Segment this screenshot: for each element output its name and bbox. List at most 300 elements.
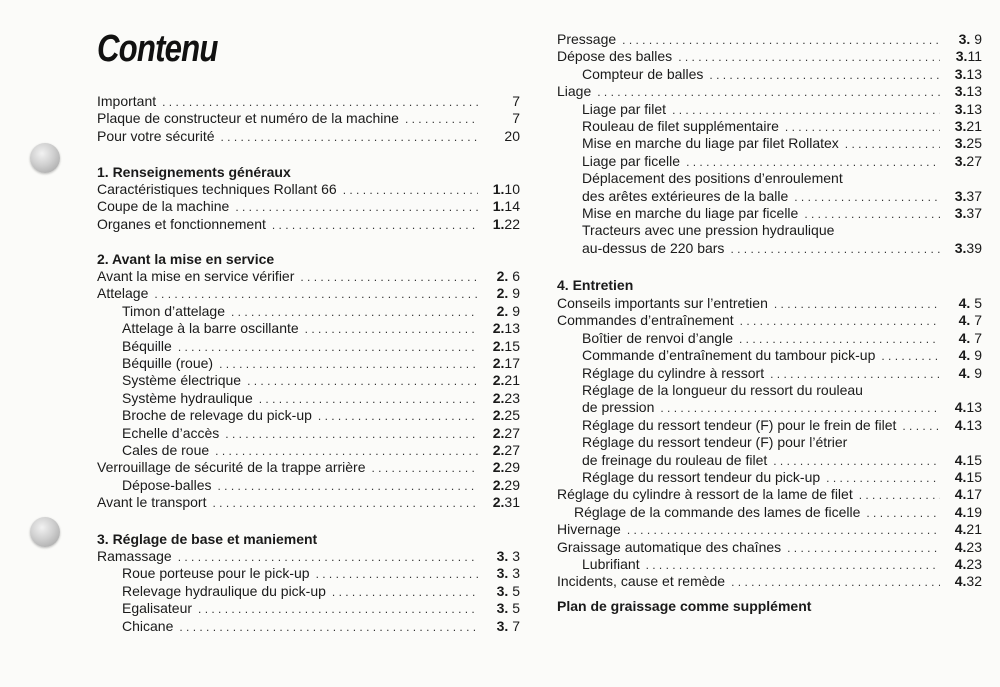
leader-dots — [332, 583, 478, 601]
page-number: 13 — [966, 65, 982, 82]
toc-entry-label: Incidents, cause et remède — [557, 573, 726, 590]
chapter-number: 4. — [954, 556, 967, 572]
toc-entry-page — [946, 30, 982, 48]
toc-entry[interactable] — [557, 239, 982, 257]
page-number: 7 — [512, 93, 520, 109]
toc-entry[interactable] — [557, 100, 982, 118]
toc-entry[interactable] — [97, 617, 520, 635]
toc-entry-page — [484, 354, 520, 372]
toc-entry-label: Mise en marche du liage par ficelle — [582, 205, 799, 221]
leader-dots — [343, 181, 478, 199]
toc-entry-page — [484, 424, 520, 442]
page-number: 13 — [966, 416, 982, 433]
toc-entry[interactable] — [97, 127, 520, 145]
chapter-number: 3. — [954, 83, 967, 100]
toc-entry-label: Lubrifiant — [582, 556, 640, 572]
page-number: 29 — [504, 459, 520, 476]
toc-entry-page — [484, 617, 520, 635]
chapter-number: 2. — [492, 320, 505, 337]
page-title: Contenu — [97, 28, 218, 70]
page-number: 23 — [966, 538, 982, 555]
binder-hole-top — [30, 143, 60, 173]
toc-entry[interactable] — [97, 319, 520, 337]
leader-dots — [646, 556, 940, 574]
leader-dots — [212, 494, 478, 512]
leader-dots — [672, 101, 940, 119]
toc-entry[interactable] — [97, 109, 520, 127]
toc-entry-label: Plaque de constructeur et numéro de la machine — [97, 110, 399, 127]
page-number: 22 — [504, 215, 520, 232]
toc-entry-page — [484, 406, 520, 424]
toc-entry[interactable] — [97, 371, 520, 389]
page-number: 25 — [504, 407, 520, 424]
leader-dots — [731, 573, 940, 591]
page-number: 6 — [508, 268, 520, 284]
page-number: 14 — [504, 198, 520, 215]
leader-dots — [627, 521, 940, 539]
toc-entry[interactable] — [557, 538, 982, 556]
toc-entry[interactable] — [557, 503, 982, 521]
leader-dots — [179, 618, 478, 636]
toc-entry-label: Avant le transport — [97, 494, 207, 511]
toc-entry[interactable] — [97, 215, 520, 233]
page-number: 21 — [966, 118, 982, 134]
page-number: 9 — [508, 285, 520, 302]
toc-entry[interactable] — [557, 364, 982, 382]
toc-entry[interactable] — [97, 493, 520, 511]
page-number: 23 — [504, 389, 520, 406]
toc-entry-label: Rouleau de filet supplémentaire — [582, 118, 779, 134]
leader-dots — [678, 48, 940, 66]
chapter-number: 1. — [492, 198, 505, 215]
toc-entry[interactable] — [97, 582, 520, 600]
toc-entry-label: Important — [97, 93, 157, 109]
leader-dots — [305, 320, 478, 338]
chapter-number: 3. — [955, 48, 968, 65]
toc-entry[interactable] — [557, 572, 982, 590]
toc-entry-label: Réglage de la longueur du ressort du rouleau — [582, 382, 863, 398]
leader-dots — [902, 417, 940, 435]
toc-entry-label: Pressage — [557, 31, 617, 47]
page-number: 13 — [966, 399, 982, 416]
toc-entry-label: Organes et fonctionnement — [97, 215, 266, 232]
toc-entry-label: Attelage — [97, 285, 149, 302]
toc-entry-page — [946, 204, 982, 222]
toc-entry-page — [484, 371, 520, 389]
toc-entry-page — [946, 468, 982, 486]
chapter-number: 4. — [958, 347, 971, 364]
toc-entry-page — [484, 92, 520, 110]
toc-entry-label: Egalisateur — [122, 600, 193, 617]
toc-entry-page — [484, 389, 520, 407]
page-number: 39 — [966, 239, 982, 256]
chapter-number: 4. — [954, 503, 967, 520]
leader-dots — [826, 469, 940, 487]
page-number: 11 — [967, 48, 982, 65]
section-heading: 4. Entretien — [557, 277, 634, 293]
toc-entry[interactable] — [557, 451, 982, 469]
supplement-heading: Plan de graissage comme supplément — [557, 598, 812, 614]
chapter-number: 3. — [496, 548, 509, 564]
page-number: 37 — [966, 205, 982, 221]
leader-dots — [730, 240, 940, 258]
leader-dots — [272, 216, 478, 234]
page-number: 29 — [504, 476, 520, 493]
chapter-number: 4. — [958, 364, 971, 381]
toc-entry-label: Commandes d’entraînement — [557, 312, 734, 329]
page-number: 9 — [970, 347, 982, 364]
chapter-number: 3. — [954, 187, 967, 204]
toc-entry[interactable] — [97, 458, 520, 476]
chapter-number: 2. — [492, 389, 505, 406]
toc-entry[interactable] — [557, 416, 982, 434]
leader-dots — [686, 153, 940, 171]
toc-entry-page — [946, 555, 982, 573]
toc-entry-page — [484, 267, 520, 285]
leader-dots — [154, 285, 478, 303]
page-number: 27 — [504, 442, 520, 458]
toc-entry[interactable] — [557, 346, 982, 364]
leader-dots — [178, 548, 478, 566]
toc-entry-label: de pression — [582, 399, 655, 416]
page-number: 17 — [966, 486, 982, 503]
chapter-number: 3. — [954, 205, 967, 221]
chapter-number: 4. — [954, 573, 967, 590]
toc-entry-page — [484, 337, 520, 355]
toc-entry-page — [946, 346, 982, 364]
toc-entry-label: Béquille — [122, 337, 172, 354]
section-heading: 1. Renseignements généraux — [97, 164, 291, 180]
toc-entry-label: Déplacement des positions d’enroulement — [582, 170, 843, 187]
toc-entry[interactable] — [97, 284, 520, 302]
toc-entry[interactable] — [97, 92, 520, 110]
leader-dots — [221, 128, 479, 146]
chapter-number: 2. — [496, 268, 509, 284]
toc-entry[interactable] — [97, 599, 520, 617]
page-number: 7 — [970, 312, 982, 329]
toc-entry[interactable] — [97, 337, 520, 355]
toc-entry-page — [946, 65, 982, 83]
toc-entry-page — [484, 547, 520, 565]
toc-entry[interactable] — [97, 354, 520, 372]
page-number: 3 — [508, 548, 520, 564]
toc-entry-page — [946, 416, 982, 434]
chapter-number: 2. — [496, 285, 509, 302]
toc-entry[interactable] — [557, 65, 982, 83]
chapter-number: 4. — [954, 521, 967, 538]
toc-entry-page — [946, 329, 982, 347]
leader-dots — [787, 539, 940, 557]
toc-entry-page — [946, 572, 982, 590]
toc-entry-label: Timon d’attelage — [122, 302, 225, 319]
toc-entry[interactable] — [557, 117, 982, 135]
page-number: 27 — [504, 424, 520, 441]
chapter-number: 3. — [496, 565, 509, 582]
leader-dots — [247, 372, 478, 390]
page-number: 37 — [966, 187, 982, 204]
chapter-number: 2. — [492, 494, 505, 511]
leader-dots — [405, 110, 478, 128]
page-number: 7 — [508, 617, 520, 634]
toc-entry[interactable] — [97, 197, 520, 215]
chapter-number: 2. — [496, 302, 509, 319]
toc-left-column — [97, 0, 520, 687]
toc-entry-page — [484, 197, 520, 215]
leader-dots — [773, 452, 940, 470]
chapter-number: 2. — [492, 459, 505, 476]
toc-entry-page — [946, 47, 982, 65]
page-number: 9 — [970, 364, 982, 381]
toc-entry-label: Tracteurs avec une pression hydraulique — [582, 222, 835, 239]
toc-entry-label: au-dessus de 220 bars — [582, 239, 725, 256]
chapter-number: 3. — [954, 239, 967, 256]
page-number: 25 — [966, 135, 982, 152]
leader-dots — [218, 477, 479, 495]
leader-dots — [866, 504, 940, 522]
toc-entry-page — [484, 319, 520, 337]
chapter-number: 2. — [492, 407, 505, 424]
chapter-number: 2. — [492, 372, 505, 389]
leader-dots — [198, 600, 478, 618]
toc-entry[interactable] — [97, 267, 520, 285]
leader-dots — [225, 425, 478, 443]
page-number: 10 — [504, 181, 520, 197]
toc-entry-label: Cales de roue — [122, 442, 210, 458]
page-number: 15 — [504, 337, 520, 354]
toc-entry-page — [484, 109, 520, 127]
toc-entry-page — [946, 364, 982, 382]
toc-entry-label: Dépose-balles — [122, 476, 212, 493]
leader-dots — [770, 365, 940, 383]
chapter-number: 3. — [496, 617, 509, 634]
chapter-number: 2. — [492, 355, 505, 371]
leader-dots — [774, 295, 940, 313]
toc-entry-label: Compteur de balles — [582, 65, 704, 82]
toc-entry-page — [484, 582, 520, 600]
toc-entry-label: de freinage du rouleau de filet — [582, 451, 768, 468]
page-number: 13 — [966, 100, 982, 117]
toc-entry-page — [484, 441, 520, 459]
chapter-number: 3. — [954, 118, 967, 134]
section-heading: 2. Avant la mise en service — [97, 251, 275, 267]
leader-dots — [859, 486, 940, 504]
chapter-number: 2. — [492, 424, 505, 441]
page-number: 13 — [966, 83, 982, 100]
leader-dots — [162, 93, 478, 111]
chapter-number: 4. — [954, 538, 967, 555]
toc-entry-label: Système hydraulique — [122, 389, 253, 406]
toc-entry-page — [946, 134, 982, 152]
page-number: 17 — [504, 355, 520, 371]
leader-dots — [597, 83, 940, 101]
chapter-number: 3. — [954, 65, 967, 82]
chapter-number: 4. — [954, 416, 967, 433]
leader-dots — [794, 188, 940, 206]
toc-entry-page — [946, 311, 982, 329]
toc-entry[interactable] — [557, 311, 982, 329]
toc-entry[interactable] — [557, 468, 982, 486]
toc-entry-page — [946, 485, 982, 503]
toc-entry[interactable] — [97, 564, 520, 582]
toc-entry-label: Coupe de la machine — [97, 198, 230, 215]
leader-dots — [881, 347, 940, 365]
leader-dots — [739, 330, 940, 348]
toc-entry-label: Commande d’entraînement du tambour pick-up — [582, 347, 876, 364]
toc-entry-page — [946, 451, 982, 469]
toc-entry-label: Attelage à la barre oscillante — [122, 320, 299, 337]
page-number: 31 — [504, 494, 520, 511]
toc-entry-label: Echelle d’accès — [122, 424, 220, 441]
toc-entry-label: Liage par filet — [582, 100, 667, 117]
toc-entry-page — [484, 127, 520, 145]
leader-dots — [318, 407, 478, 425]
toc-entry-page — [946, 538, 982, 556]
toc-entry-label: Mise en marche du liage par filet Rollatex — [582, 135, 839, 152]
page-number: 7 — [512, 110, 520, 127]
chapter-number: 3. — [954, 100, 967, 117]
leader-dots — [300, 268, 478, 286]
toc-entry-label: Liage par ficelle — [582, 152, 681, 169]
toc-entry[interactable] — [557, 187, 982, 205]
toc-entry-label: Réglage du cylindre à ressort — [582, 364, 765, 381]
toc-entry-label: Boîtier de renvoi d’angle — [582, 329, 733, 346]
leader-dots — [259, 390, 478, 408]
toc-entry[interactable] — [97, 476, 520, 494]
toc-entry[interactable] — [557, 134, 982, 152]
toc-entry[interactable] — [97, 424, 520, 442]
toc-entry-page — [946, 294, 982, 312]
toc-entry-label: Dépose des balles — [557, 48, 673, 65]
page-number: 23 — [966, 556, 982, 572]
toc-entry-label: Réglage du ressort tendeur (F) pour l’étrier — [582, 434, 848, 451]
chapter-number: 3. — [496, 582, 509, 599]
page-number: 9 — [970, 31, 982, 47]
leader-dots — [372, 459, 479, 477]
toc-entry-label: Chicane — [122, 617, 174, 634]
page-number: 21 — [966, 521, 982, 538]
toc-entry-label: Broche de relevage du pick-up — [122, 407, 312, 424]
toc-entry-label: Réglage du ressort tendeur du pick-up — [582, 469, 821, 485]
toc-entry[interactable] — [97, 180, 520, 198]
toc-entry[interactable] — [97, 406, 520, 424]
toc-entry[interactable] — [557, 294, 982, 312]
toc-entry-page — [946, 152, 982, 170]
page-number: 13 — [504, 320, 520, 337]
page-number: 20 — [504, 127, 520, 144]
toc-entry[interactable] — [97, 302, 520, 320]
page-number: 32 — [966, 573, 982, 590]
leader-dots — [804, 205, 940, 223]
toc-entry-page — [946, 117, 982, 135]
toc-entry-label: Conseils importants sur l’entretien — [557, 295, 768, 311]
page-number: 7 — [970, 329, 982, 346]
toc-entry[interactable] — [557, 329, 982, 347]
toc-entry[interactable] — [557, 47, 982, 65]
toc-entry-label: Réglage du cylindre à ressort de la lame de filet — [557, 486, 853, 503]
toc-entry-page — [946, 503, 982, 521]
chapter-number: 4. — [954, 469, 967, 485]
toc-entry[interactable] — [557, 204, 982, 222]
leader-dots — [660, 399, 940, 417]
toc-entry-page — [484, 215, 520, 233]
toc-entry[interactable] — [557, 30, 982, 48]
chapter-number: 1. — [492, 181, 505, 197]
page-number: 15 — [966, 469, 982, 485]
toc-entry-page — [484, 493, 520, 511]
chapter-number: 4. — [958, 295, 971, 311]
leader-dots — [845, 135, 940, 153]
leader-dots — [178, 338, 478, 356]
toc-entry-label: Caractéristiques techniques Rollant 66 — [97, 181, 337, 197]
toc-entry-label: Béquille (roue) — [122, 355, 214, 371]
toc-entry[interactable] — [557, 485, 982, 503]
leader-dots — [215, 442, 478, 460]
toc-entry-label: Système électrique — [122, 372, 242, 389]
leader-dots — [622, 31, 940, 49]
toc-entry-page — [484, 458, 520, 476]
chapter-number: 4. — [954, 451, 967, 468]
leader-dots — [785, 118, 940, 136]
toc-entry-page — [946, 82, 982, 100]
binder-hole-bottom — [30, 517, 60, 547]
toc-entry[interactable] — [97, 441, 520, 459]
page-number: 5 — [508, 582, 520, 599]
toc-entry-page — [484, 284, 520, 302]
toc-entry[interactable] — [97, 389, 520, 407]
toc-entry-label: Relevage hydraulique du pick-up — [122, 582, 326, 599]
leader-dots — [219, 355, 478, 373]
toc-entry-page — [484, 180, 520, 198]
toc-entry-label: Avant la mise en service vérifier — [97, 268, 295, 284]
page-number: 9 — [508, 302, 520, 319]
toc-entry[interactable] — [97, 547, 520, 565]
toc-entry-page — [946, 187, 982, 205]
toc-entry-label: des arêtes extérieures de la balle — [582, 187, 789, 204]
chapter-number: 2. — [492, 337, 505, 354]
toc-entry[interactable] — [557, 555, 982, 573]
toc-entry-page — [946, 520, 982, 538]
toc-entry-label: Hivernage — [557, 521, 621, 538]
toc-right-column — [557, 0, 982, 687]
leader-dots — [709, 66, 940, 84]
toc-entry-label: Roue porteuse pour le pick-up — [122, 565, 310, 582]
chapter-number: 4. — [954, 486, 967, 503]
toc-entry-label: Réglage du ressort tendeur (F) pour le frein de filet — [582, 416, 897, 433]
toc-entry-page — [484, 599, 520, 617]
toc-entry-page — [484, 564, 520, 582]
toc-entry-label: Pour votre sécurité — [97, 127, 215, 144]
page-number: 5 — [970, 295, 982, 311]
chapter-number: 4. — [954, 399, 967, 416]
toc-entry[interactable] — [557, 82, 982, 100]
page-number: 21 — [504, 372, 520, 389]
toc-entry[interactable] — [557, 520, 982, 538]
toc-entry-page — [946, 239, 982, 257]
toc-entry-label: Liage — [557, 83, 592, 100]
page-number: 27 — [966, 152, 982, 169]
leader-dots — [231, 303, 478, 321]
chapter-number: 1. — [492, 215, 505, 232]
chapter-number: 3. — [496, 600, 509, 617]
toc-entry[interactable] — [557, 152, 982, 170]
toc-entry[interactable] — [557, 398, 982, 416]
chapter-number: 4. — [958, 329, 971, 346]
leader-dots — [316, 565, 478, 583]
toc-entry-page — [946, 398, 982, 416]
page-number: 19 — [966, 503, 982, 520]
toc-entry-page — [946, 100, 982, 118]
toc-entry-label: Graissage automatique des chaînes — [557, 538, 782, 555]
